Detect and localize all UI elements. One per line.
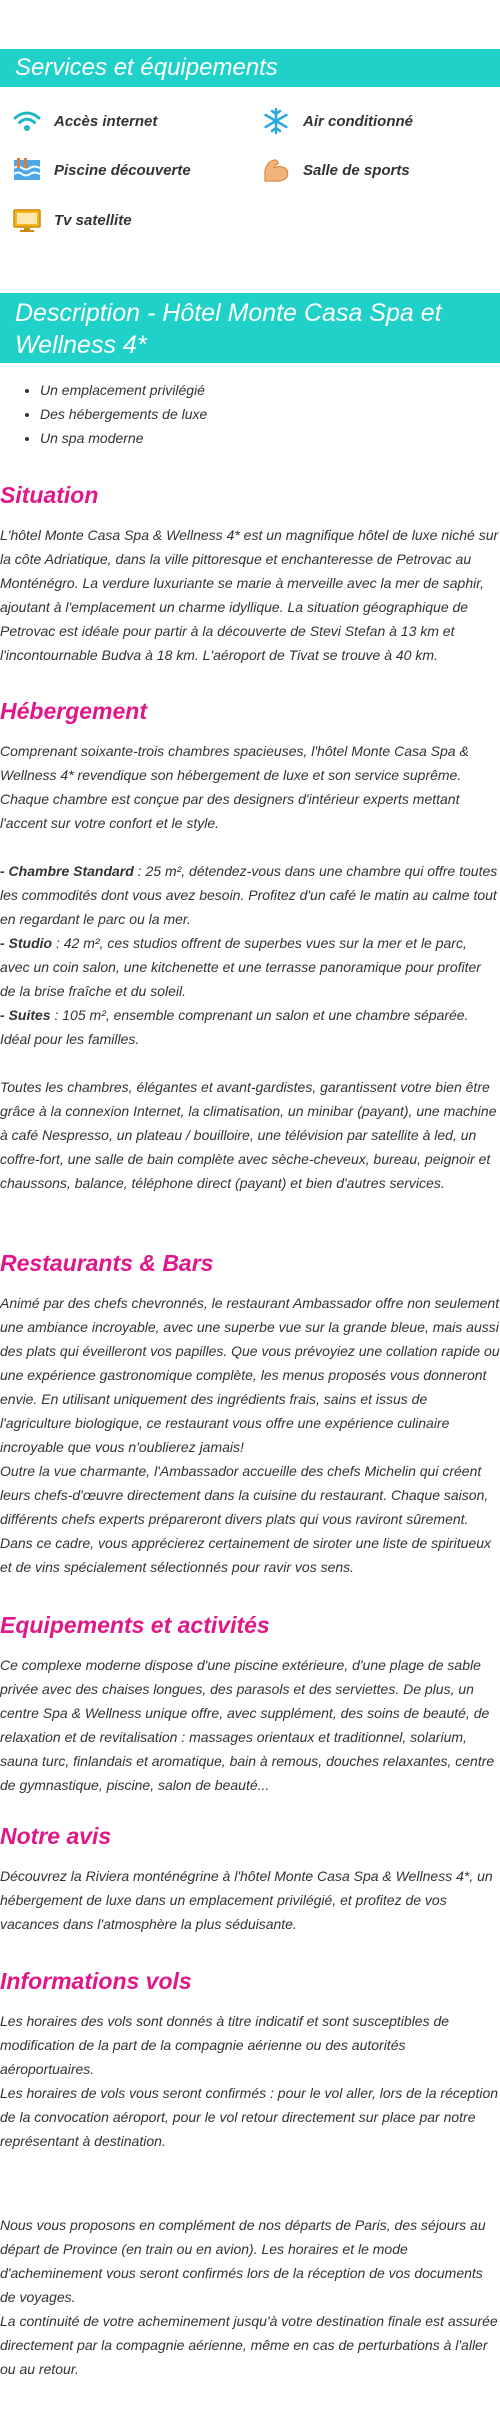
service-label: Tv satellite — [54, 211, 132, 229]
service-internet — [10, 106, 157, 136]
hebergement-heading: Hébergement — [0, 698, 147, 724]
room-equipment-text: Toutes les chambres, élégantes et avant-gardistes, garantissent votre bien être grâce à la connexion Internet, la climatisation, un minibar (payant), une machine à café Nespresso, un plateau / bouilloire, une télévision par satellite à led, un coffre-fort, une salle de bain complète avec sèche-cheveux, bureau, peignoir et chaussons, balance, téléphone direct (payant) et bien d'autres services. — [0, 1079, 497, 1191]
service-pool — [10, 155, 191, 185]
description-title: Description - Hôtel Monte Casa Spa et Wellness 4* — [15, 299, 442, 359]
wifi-icon — [10, 106, 44, 136]
services-title: Services et équipements — [15, 54, 278, 81]
vols-text-4: La continuité de votre acheminement jusqu'à votre destination finale est assurée directement par la compagnie aérienne, même en cas de perturbations à l'aller ou au retour. — [0, 2313, 498, 2377]
snowflake-icon — [259, 106, 293, 136]
hebergement-intro: Comprenant soixante-trois chambres spacieuses, l'hôtel Monte Casa Spa & Wellness 4* revendique son hébergement de luxe et son service suprême. Chaque chambre est conçue par des designers d'intérieur experts mettant l'accent sur votre confort et le style. — [0, 743, 469, 831]
equipements-heading: Equipements et activités — [0, 1612, 270, 1638]
avis-heading: Notre avis — [0, 1823, 112, 1849]
pool-icon — [10, 155, 44, 185]
situation-heading: Situation — [0, 482, 99, 508]
list-item: • Un emplacement privilégié — [40, 378, 207, 402]
vols-heading: Informations vols — [0, 1968, 192, 1994]
vols-text-2: Les horaires de vols vous seront confirmés : pour le vol aller, lors de la réception de la convocation aéroport, pour le vol retour directement sur place par notre représentant à destination. — [0, 2085, 499, 2149]
equipements-text: Ce complexe moderne dispose d'une piscine extérieure, d'une plage de sable privée avec des chaises longues, des parasols et des serviettes. De plus, un centre Spa & Wellness unique offre, avec supplément, des soins de beauté, de relaxation et de revitalisation : massages orientaux et traditionnel, solarium, sauna turc, finlandais et aromatique, bain à remous, douches relaxantes, centre de gymnastique, piscine, salon de beauté... — [0, 1657, 495, 1793]
room-name: - Studio — [0, 935, 53, 951]
room-name: - Suites — [0, 1007, 51, 1023]
situation-text: L'hôtel Monte Casa Spa & Wellness 4* est un magnifique hôtel de luxe niché sur la côte Adriatique, dans la ville pittoresque et enchanteresse de Petrovac au Monténégro. La verdure luxuriante se marie à merveille avec la mer de saphir, ajoutant à l'emplacement un charme idyllique. La situation géographique de Petrovac est idéale pour partir à la découverte de Stevi Stefan à 13 km et l'incontournable Budva à 18 km. L'aéroport de Tivat se trouve à 40 km. — [0, 527, 499, 663]
restaurants-text-2: Outre la vue charmante, l'Ambassador accueille des chefs Michelin qui créent leurs chefs-d'œuvre directement dans la cuisine du restaurant. Chaque saison, différents chefs experts prépareront divers plats qui vous raviront sûrement. Dans ce cadre, vous apprécierez certainement de siroter une liste de spiritueux et de vins spécialement sélectionnés pour ravir vos sens. — [0, 1463, 492, 1575]
avis-text: Découvrez la Riviera monténégrine à l'hôtel Monte Casa Spa & Wellness 4*, un hébergement de luxe dans un emplacement privilégié, et profitez de vos vacances dans l'atmosphère la plus séduisante. — [0, 1868, 493, 1932]
room-text: : 42 m², ces studios offrent de superbes vues sur la mer et le parc, avec un coin salon, une kitchenette et une terrasse panoramique pour profiter de la brise fraîche et du soleil. — [0, 935, 481, 999]
tv-icon — [10, 205, 44, 235]
room-name: - Chambre Standard — [0, 863, 134, 879]
room-text: : 105 m², ensemble comprenant un salon et une chambre séparée. Idéal pour les familles. — [0, 1007, 469, 1047]
restaurants-text-1: Animé par des chefs chevronnés, le restaurant Ambassador offre non seulement une ambiance incroyable, avec une superbe vue sur la grande bleue, mais aussi des plats qui éveilleront vos papilles. Que vous prévoyiez une collation rapide ou une expérience gastronomique complète, les menus proposés vous donneront envie. En utilisant uniquement des ingrédients frais, sains et issus de l'agriculture biologique, ce restaurant vous offre une expérience culinaire incroyable que vous n'oublierez jamais! — [0, 1295, 500, 1455]
description-header — [0, 293, 500, 363]
service-tv — [10, 205, 132, 235]
muscle-arm-icon — [259, 155, 293, 185]
service-gym — [259, 155, 410, 185]
room-types — [0, 859, 500, 1051]
service-label: Air conditionné — [303, 112, 413, 130]
room-text: : 25 m², détendez-vous dans une chambre qui offre toutes les commodités dont vous avez besoin. Profitez d'un café le matin au calme tout en regardant le parc ou la mer. — [0, 863, 498, 927]
vols-text-3: Nous vous proposons en complément de nos départs de Paris, des séjours au départ de Province (en train ou en avion). Les horaires et le mode d'acheminement vous seront confirmés lors de la réception de vos documents de voyages. — [0, 2217, 486, 2305]
restaurants-heading: Restaurants & Bars — [0, 1250, 214, 1276]
services-header — [0, 49, 500, 87]
highlights-list — [16, 378, 207, 450]
list-item: • Un spa moderne — [40, 426, 207, 450]
list-item: • Des hébergements de luxe — [40, 402, 207, 426]
vols-text-1: Les horaires des vols sont donnés à titre indicatif et sont susceptibles de modification de la part de la compagnie aérienne ou des autorités aéroportuaires. — [0, 2013, 450, 2077]
service-label: Accès internet — [54, 112, 158, 130]
service-label: Piscine découverte — [54, 161, 191, 179]
service-aircon — [259, 106, 413, 136]
service-label: Salle de sports — [303, 161, 410, 179]
